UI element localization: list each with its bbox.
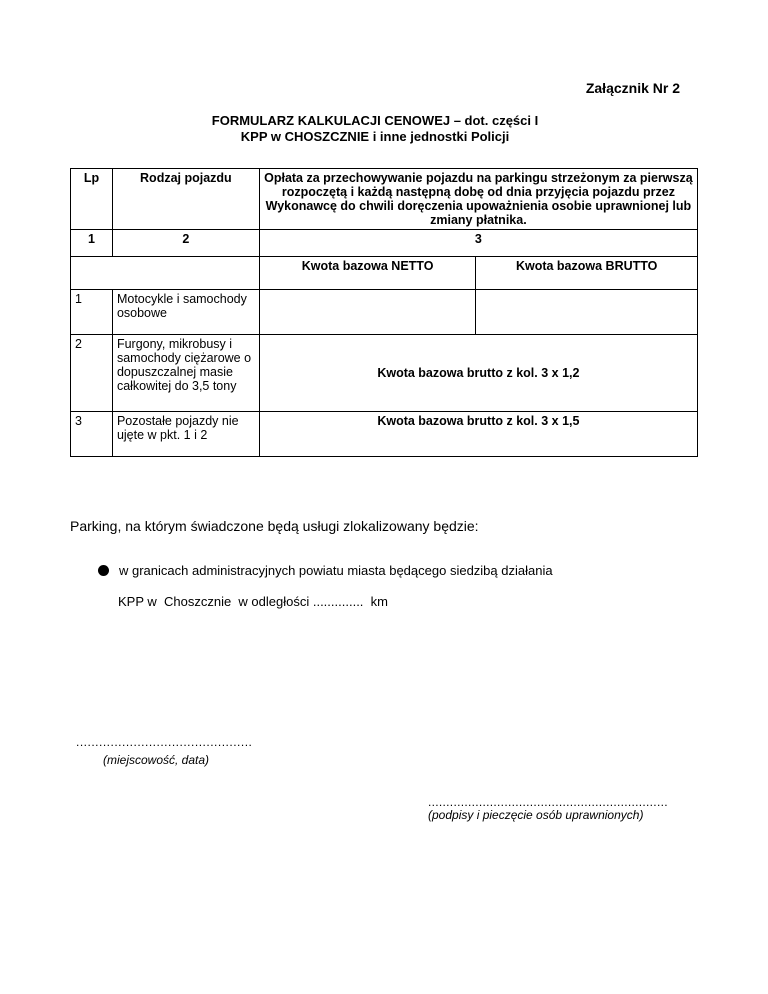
header-lp: Lp [71,169,113,230]
brutto-input-cell[interactable] [476,290,698,335]
form-title-line1: FORMULARZ KALKULACJI CENOWEJ – dot. części I [211,113,539,128]
bullet-dot-icon [98,565,109,576]
bullet-text: w granicach administracyjnych powiatu miasta będącego siedzibą działania [119,563,553,578]
signature-field[interactable]: .................................................................. [428,795,668,809]
form-title [70,113,680,145]
price-calculation-table [70,168,698,457]
attachment-number: Załącznik Nr 2 [585,80,680,96]
subheader-netto: Kwota bazowa NETTO [259,257,476,290]
place-date-caption: (miejscowość, data) [103,753,210,767]
column-number-3: 3 [259,230,697,257]
parking-location-text: Parking, na którym świadczone będą usługi zlokalizowany będzie: [70,518,479,534]
row-lp: 3 [71,412,113,457]
table-header-row [71,169,698,230]
row-formula: Kwota bazowa brutto z kol. 3 x 1,5 [259,412,697,457]
header-vehicle-type: Rodzaj pojazdu [112,169,259,230]
row-lp: 2 [71,335,113,412]
table-row [71,335,698,412]
netto-input-cell[interactable] [259,290,476,335]
row-formula: Kwota bazowa brutto z kol. 3 x 1,2 [259,335,697,412]
bullet-item [98,563,553,578]
row-lp: 1 [71,290,113,335]
subheader-brutto: Kwota bazowa BRUTTO [476,257,698,290]
subheader-row [71,257,698,290]
header-fee: Opłata za przechowywanie pojazdu na parkingu strzeżonym za pierwszą rozpoczętą i każdą następną dobę od dnia przyjęcia pojazdu przez Wykonawcę do chwili doręczenia upoważnienia osobie uprawnionej lub zmiany płatnika. [259,169,697,230]
distance-field[interactable]: KPP w Choszcznie w odległości .............. km [118,594,388,609]
row-vehicle-type: Motocykle i samochody osobowe [112,290,259,335]
table-row [71,290,698,335]
subheader-empty [71,257,260,290]
column-number-1: 1 [71,230,113,257]
form-title-line2: KPP w CHOSZCZNIE i inne jednostki Policji [240,129,510,144]
place-date-field[interactable]: .............................................. [76,735,253,749]
signature-caption: (podpisy i pieczęcie osób uprawnionych) [428,808,644,822]
column-number-2: 2 [112,230,259,257]
row-vehicle-type: Furgony, mikrobusy i samochody ciężarowe o dopuszczalnej masie całkowitej do 3,5 tony [112,335,259,412]
column-number-row [71,230,698,257]
table-row [71,412,698,457]
row-vehicle-type: Pozostałe pojazdy nie ujęte w pkt. 1 i 2 [112,412,259,457]
